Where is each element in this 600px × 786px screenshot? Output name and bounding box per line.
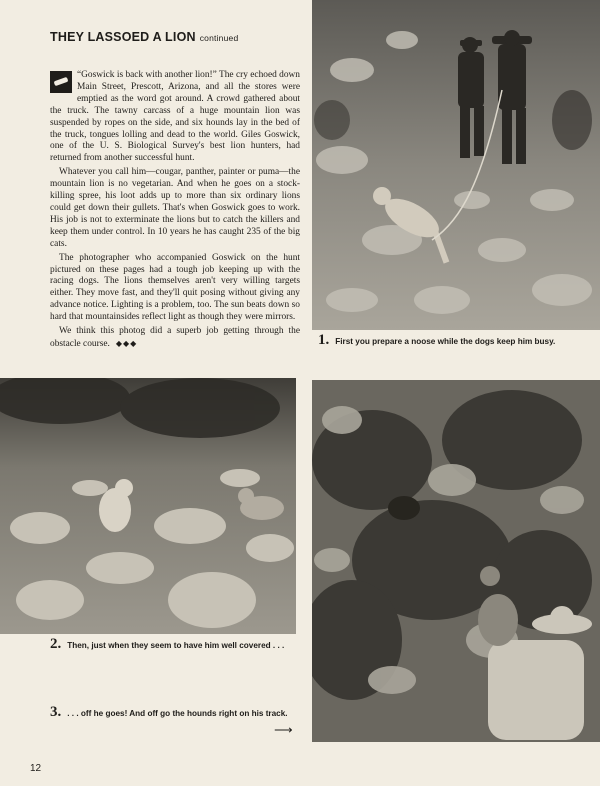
photo-1-image [312, 0, 600, 330]
photo-1-noose [312, 0, 600, 330]
arrow-icon: ⟶ [274, 722, 293, 737]
caption-2-text: Then, just when they seem to have him well covered . . . [67, 641, 285, 650]
photo-3-off-he-goes [312, 380, 600, 742]
end-mark: ◆◆◆ [115, 338, 138, 348]
caption-3-text: . . . off he goes! And off go the hounds right on his track. [67, 709, 288, 718]
photo-2-image [0, 378, 296, 634]
caption-3 [50, 704, 288, 721]
continued-label: continued [199, 33, 239, 43]
paragraph-1: “Goswick is back with another lion!” The cry echoed down Main Street, Prescott, Arizona, and all the stores were emptied as the word got around. A crowd gathered about the truck. The tawny carcass of a huge mountain lion was suspended by ropes on the side, and six hounds lay in the bed of the truck, tongues lolling and dead to the world. Giles Goswick, one of the U. S. Biological Survey's best lion hunters, had returned from another successful hunt. [50, 70, 300, 164]
article-body [50, 70, 300, 353]
page-number: 12 [30, 763, 42, 774]
photo-3-image [312, 380, 600, 742]
caption-1-text: First you prepare a noose while the dogs keep him busy. [335, 337, 556, 346]
paragraph-4: We think this photog did a superb job getting through the obstacle course. ◆◆◆ [50, 326, 300, 349]
article-header [50, 30, 238, 44]
caption-1 [318, 332, 555, 349]
caption-2 [50, 636, 284, 653]
caption-3-number: 3. [50, 704, 62, 720]
caption-2-number: 2. [50, 636, 62, 652]
leaping-lion-icon [50, 71, 72, 93]
paragraph-3: The photographer who accompanied Goswick on the hunt pictured on these pages had a tough job keeping up with the racing dogs. The lions themselves aren't very willing targets either. They move fast, and they'll quit posing without giving any advance notice. Lighting is a problem, too. The sun beats down so hard that mountainsides reflect light as though they were mirrors. [50, 252, 300, 323]
article-title: THEY LASSOED A LION [50, 30, 196, 44]
paragraph-2: Whatever you call him—cougar, panther, painter or puma—the mountain lion is no vegetarian. And when he goes on a stock-killing spree, his loot adds up to more than six ordinary lions could get down their gullets. That's when Goswick goes to work. His job is not to exterminate the lions but to catch the killers and keep them under control. In 10 years he has caught 235 of the big cats. [50, 167, 300, 249]
caption-1-number: 1. [318, 332, 330, 348]
photo-2-covered [0, 378, 296, 634]
